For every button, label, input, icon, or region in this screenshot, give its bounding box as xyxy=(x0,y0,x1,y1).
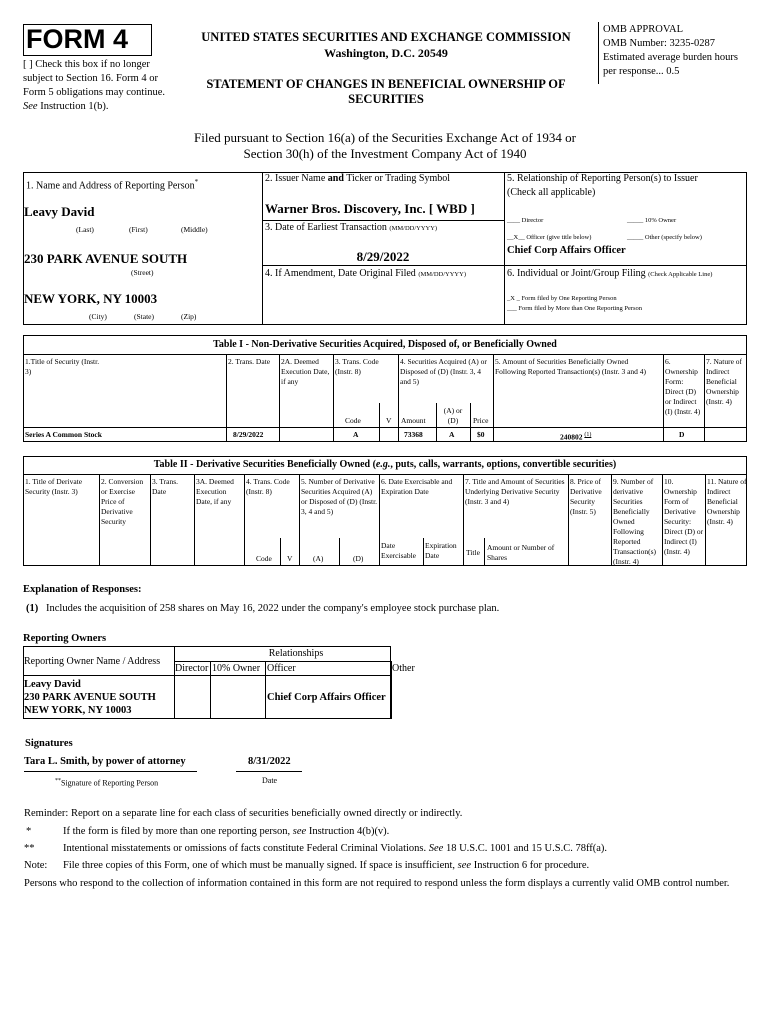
divider xyxy=(333,354,334,442)
divider xyxy=(663,354,664,442)
t1-sub-v: V xyxy=(386,416,392,425)
t1-row-owned: 240802 $^{(1)}$ xyxy=(560,432,592,442)
explanation-fn-text: Includes the acquisition of 258 shares on May 16, 2022 under the company's employee stock purchase plan. xyxy=(46,603,500,614)
t2-sub-code: Code xyxy=(256,554,272,563)
omb-number: OMB Number: 3235-0287 xyxy=(603,38,715,49)
t1-h6: 6. Ownership Form: Direct (D) or Indirect (I) (Instr. 4) xyxy=(665,357,701,416)
omb-burden: Estimated average burden hours per response... 0.5 xyxy=(603,52,738,77)
owners-col-other: Other xyxy=(392,663,415,674)
divider xyxy=(262,265,747,266)
issuer-label: 2. Issuer Name and Ticker or Trading Symbol xyxy=(265,173,451,184)
reporting-person-label: 1. Name and Address of Reporting Person* xyxy=(26,178,199,192)
note3-text: File three copies of this Form, one of which must be manually signed. If space is insufficient, see Instruction 6 for procedure. xyxy=(63,860,590,871)
t2-h3: 3. Trans. Date xyxy=(152,477,179,496)
owners-heading: Reporting Owners xyxy=(23,633,107,644)
t2-h2: 2. Conversion or Exercise Price of Derivative Security xyxy=(101,477,144,526)
t1-row-ad: A xyxy=(449,430,455,439)
filing-more: ___ Form filed by More than One Reporting Person xyxy=(507,305,643,312)
date-line xyxy=(236,771,302,772)
issuer-name: Warner Bros. Discovery, Inc. [ WBD ] xyxy=(265,201,475,216)
relationship-ten-pct: _____ 10% Owner xyxy=(627,217,677,224)
t2-h5: 5. Number of Derivative Securities Acquired (A) or Disposed of (D) (Instr. 3, 4 and 5) xyxy=(301,477,378,516)
t1-h3: 3. Trans. Code (Instr. 8) xyxy=(335,357,379,376)
divider xyxy=(23,474,747,475)
divider xyxy=(244,474,245,566)
t1-sub-price: Price xyxy=(473,416,489,425)
explanation-fn-num: (1) xyxy=(26,603,39,614)
relationship-label: 5. Relationship of Reporting Person(s) to Issuer xyxy=(507,173,698,184)
t2-sub-title: Title xyxy=(466,548,480,557)
agency-location: Washington, D.C. 20549 xyxy=(324,46,448,60)
reminder: Reminder: Report on a separate line for each class of securities beneficially owned directly or indirectly. xyxy=(24,808,463,819)
relationship-officer: __X__ Officer (give title below) xyxy=(507,234,592,241)
owners-row-city: NEW YORK, NY 10003 xyxy=(24,705,132,716)
reporting-person-name: Leavy David xyxy=(24,204,95,219)
divider xyxy=(150,474,151,566)
divider xyxy=(484,538,485,566)
filing-label: 6. Individual or Joint/Group Filing (Check Applicable Line) xyxy=(507,268,713,279)
t1-sub-code: Code xyxy=(345,416,361,425)
owners-col-name: Reporting Owner Name / Address xyxy=(24,656,161,667)
t2-sub-date-ex: Date Exercisable xyxy=(381,541,416,560)
divider xyxy=(704,354,705,442)
divider xyxy=(23,675,391,676)
t2-h9: 9. Number of derivative Securities Beneficially Owned Following Reported Transaction(s) (Instr. 4) xyxy=(613,477,657,566)
earliest-transaction-label: 3. Date of Earliest Transaction (MM/DD/YYYY) xyxy=(265,222,438,233)
divider xyxy=(705,474,706,566)
divider xyxy=(493,354,494,442)
note3-mark: Note: xyxy=(24,860,48,871)
divider xyxy=(379,403,380,442)
t1-row-form: D xyxy=(679,430,685,439)
divider xyxy=(470,403,471,442)
signer-name: Tara L. Smith, by power of attorney xyxy=(24,756,186,767)
divider xyxy=(379,474,380,566)
relationship-other: _____ Other (specify below) xyxy=(627,234,702,241)
footnote-link[interactable]: (1) xyxy=(584,432,592,438)
t1-sub-amount: Amount xyxy=(401,416,426,425)
date-label: Date xyxy=(262,776,278,785)
city-label: (City) xyxy=(89,312,107,321)
owners-col-director: Director xyxy=(175,663,209,674)
divider xyxy=(339,538,340,566)
t1-row-price: $0 xyxy=(477,430,485,439)
filing-one: _X _ Form filed by One Reporting Person xyxy=(507,295,617,302)
t1-row-code: A xyxy=(353,430,359,439)
form-title: FORM 4 xyxy=(26,24,129,54)
divider xyxy=(423,538,424,566)
first-label: (First) xyxy=(129,225,148,234)
t2-h3a: 3A. Deemed Execution Date, if any xyxy=(196,477,234,506)
owners-col-officer: Officer xyxy=(267,663,296,674)
divider xyxy=(262,220,504,221)
divider xyxy=(174,661,391,662)
signature-label: **Signature of Reporting Person xyxy=(55,778,159,788)
divider xyxy=(265,661,266,719)
t1-h4: 4. Securities Acquired (A) or Disposed of (D) (Instr. 3, 4 and 5) xyxy=(400,357,487,386)
street-label: (Street) xyxy=(131,268,154,277)
t2-sub-v: V xyxy=(287,554,293,563)
agency-title: UNITED STATES SECURITIES AND EXCHANGE COMMISSION xyxy=(201,30,571,44)
omb-box xyxy=(598,22,748,84)
divider xyxy=(280,538,281,566)
divider xyxy=(99,474,100,566)
relationship-sub: (Check all applicable) xyxy=(507,187,596,198)
divider xyxy=(662,474,663,566)
t2-sub-exp: Expiration Date xyxy=(425,541,457,560)
filed-pursuant-1: Filed pursuant to Section 16(a) of the Securities Exchange Act of 1934 or xyxy=(194,130,576,145)
divider xyxy=(279,354,280,442)
t1-h1: 1.Title of Security (Instr. 3) xyxy=(25,357,100,376)
note1-text: If the form is filed by more than one reporting person, see Instruction 4(b)(v). xyxy=(63,826,390,837)
signatures-heading: Signatures xyxy=(25,738,73,749)
divider xyxy=(436,403,437,442)
divider xyxy=(504,172,505,325)
checkbox-note: [ ] Check this box if no longer subject to Section 16. Form 4 or Form 5 obligations may continue. See Instruction 1(b). xyxy=(23,59,166,112)
filed-pursuant-2: Section 30(h) of the Investment Company Act of 1940 xyxy=(243,146,527,161)
owners-row-officer: Chief Corp Affairs Officer xyxy=(267,692,386,703)
owners-row-name: Leavy David xyxy=(24,679,81,690)
t2-h11: 11. Nature of Indirect Beneficial Ownership (Instr. 4) xyxy=(707,477,747,526)
divider xyxy=(611,474,612,566)
divider xyxy=(210,661,211,719)
explanation-heading: Explanation of Responses: xyxy=(23,584,142,595)
owners-relationships: Relationships xyxy=(268,648,324,659)
t1-row-amount: 73368 xyxy=(404,430,423,439)
owners-row-street: 230 PARK AVENUE SOUTH xyxy=(24,692,156,703)
middle-label: (Middle) xyxy=(181,225,208,234)
t1-h5: 5. Amount of Securities Beneficially Owned Following Reported Transaction(s) (Instr. 3 and 4) xyxy=(495,357,647,376)
divider xyxy=(23,354,747,355)
form-title-box xyxy=(23,24,152,56)
t1-h7: 7. Nature of Indirect Beneficial Ownership (Instr. 4) xyxy=(706,357,743,406)
t2-sub-d: (D) xyxy=(353,554,364,563)
divider xyxy=(226,354,227,442)
note2-text: Intentional misstatements or omissions of facts constitute Federal Criminal Violations. See 18 U.S.C. 1001 and 15 U.S.C. 78ff(a). xyxy=(63,843,608,854)
table2-title: Table II - Derivative Securities Beneficially Owned (e.g., puts, calls, warrants, options, convertible securities) xyxy=(153,459,617,470)
t2-h4: 4. Trans. Code (Instr. 8) xyxy=(246,477,290,496)
t1-row-date: 8/29/2022 xyxy=(233,430,264,439)
note1-mark: * xyxy=(26,826,32,837)
table1-title: Table I - Non-Derivative Securities Acquired, Disposed of, or Beneficially Owned xyxy=(213,339,557,350)
t2-h10: 10. Ownership Form of Derivative Security: Direct (D) or Indirect (I) (Instr. 4) xyxy=(664,477,704,556)
owners-col-ten: 10% Owner xyxy=(212,663,261,674)
last-label: (Last) xyxy=(76,225,94,234)
persons-notice: Persons who respond to the collection of information contained in this form are not required to respond unless the form displays a currently valid OMB control number. xyxy=(24,878,730,889)
divider xyxy=(23,427,747,428)
divider xyxy=(194,474,195,566)
note2-mark: ** xyxy=(24,843,35,854)
t2-h6: 6. Date Exercisable and Expiration Date xyxy=(381,477,453,496)
officer-title: Chief Corp Affairs Officer xyxy=(507,245,626,256)
t2-h7: 7. Title and Amount of Securities Underlying Derivative Security (Instr. 3 and 4) xyxy=(465,477,565,506)
t1-h2: 2. Trans. Date xyxy=(228,357,271,366)
t2-sub-amount: Amount or Number of Shares xyxy=(487,543,555,562)
signature-date: 8/31/2022 xyxy=(248,756,291,767)
t1-h2a: 2A. Deemed Execution Date, if any xyxy=(281,357,330,386)
zip-label: (Zip) xyxy=(181,312,197,321)
t2-h8: 8. Price of Derivative Security (Instr. 5) xyxy=(570,477,602,516)
t1-sub-ad: (A) or (D) xyxy=(443,406,463,425)
divider xyxy=(568,474,569,566)
omb-approval: OMB APPROVAL xyxy=(603,24,684,35)
reporting-person-city: NEW YORK, NY 10003 xyxy=(24,291,158,306)
reporting-person-street: 230 PARK AVENUE SOUTH xyxy=(24,251,188,266)
relationship-director: ____ Director xyxy=(507,217,544,224)
divider xyxy=(398,354,399,442)
earliest-transaction-date: 8/29/2022 xyxy=(356,249,410,264)
t1-row-title: Series A Common Stock xyxy=(25,430,102,439)
state-label: (State) xyxy=(134,312,154,321)
t2-sub-a: (A) xyxy=(313,554,324,563)
amendment-label: 4. If Amendment, Date Original Filed (MM/DD/YYYY) xyxy=(265,268,466,279)
signature-line xyxy=(24,771,197,772)
statement-title: STATEMENT OF CHANGES IN BENEFICIAL OWNERSHIP OF SECURITIES xyxy=(206,77,566,106)
t2-h1: 1. Title of Derivate Security (Instr. 3) xyxy=(25,477,83,496)
divider xyxy=(463,474,464,566)
table1 xyxy=(23,335,747,442)
